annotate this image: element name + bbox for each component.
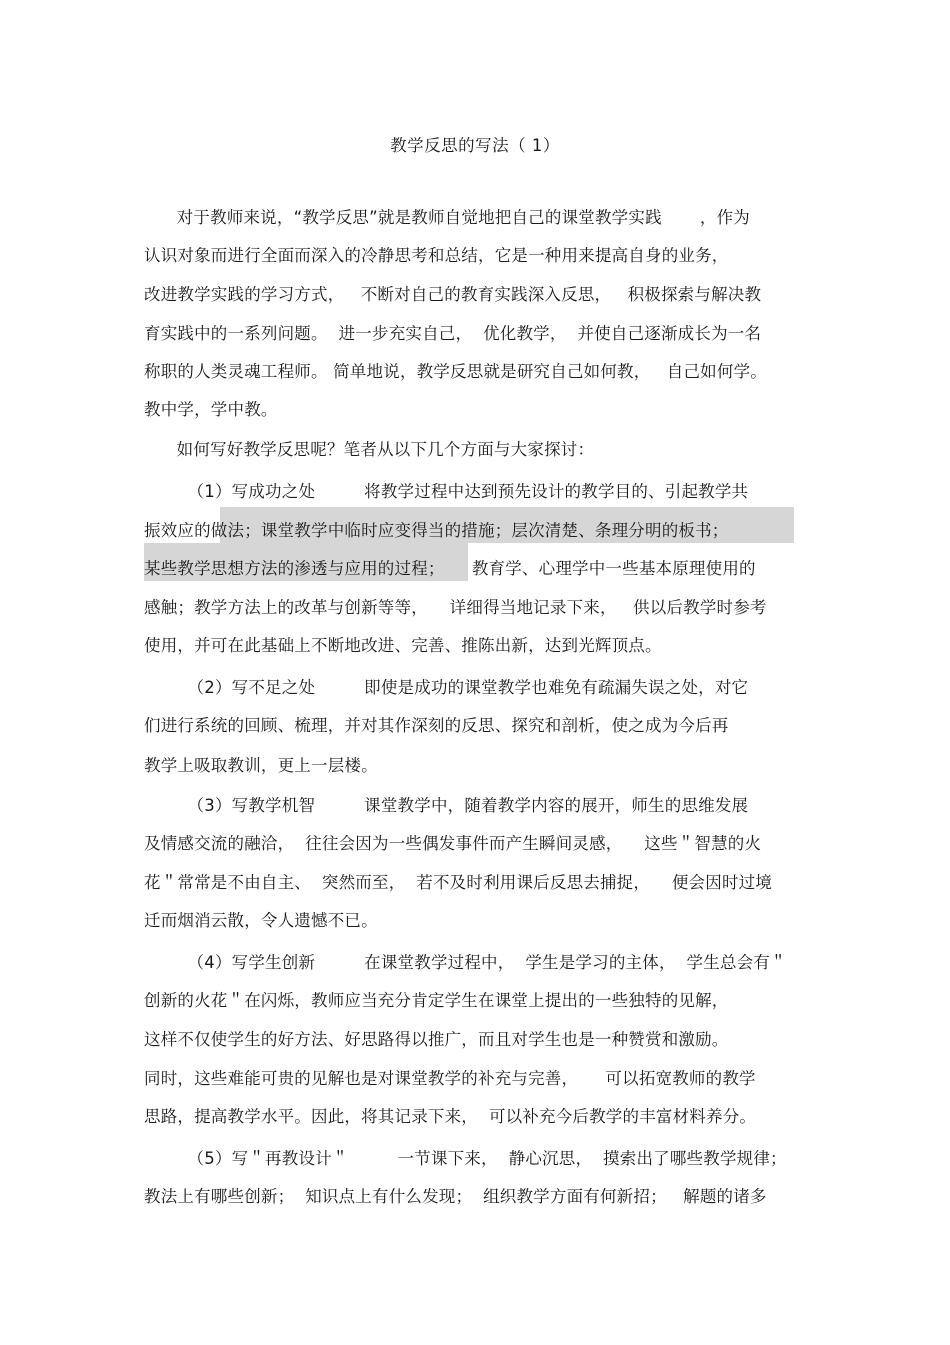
text-line: 育实践中的一系列问题。 进一步充实自己， 优化教学， 并使自己逐渐成长为一名	[144, 324, 762, 343]
text-line: （1）写成功之处 将教学过程中达到预先设计的教学目的、引起教学共	[144, 482, 749, 501]
text-line: 创新的火花＂在闪烁，教师应当充分肯定学生在课堂上提出的一些独特的见解，	[144, 991, 729, 1010]
page-title: 教学反思的写法（ 1）	[390, 136, 560, 155]
text-line: （3）写教学机智 课堂教学中，随着教学内容的展开，师生的思维发展	[144, 796, 749, 815]
text-line: 振效应的做法；课堂教学中临时应变得当的措施；层次清楚、条理分明的板书；	[144, 521, 729, 540]
text-line: 教法上有哪些创新； 知识点上有什么发现； 组织教学方面有何新招； 解题的诸多	[144, 1187, 767, 1206]
text-line: 对于教师来说，“教学反思”就是教师自觉地把自己的课堂教学实践 ，作为	[144, 208, 750, 227]
text-line: （4）写学生创新 在课堂教学过程中， 学生是学习的主体， 学生总会有＂	[144, 953, 787, 972]
text-line: 改进教学实践的学习方式， 不断对自己的教育实践深入反思， 积极探索与解决教	[144, 285, 762, 304]
text-line: 教学上吸取教训，更上一层楼。	[144, 756, 378, 775]
text-line: 称职的人类灵魂工程师。 简单地说，教学反思就是研究自己如何教， 自己如何学。	[144, 362, 767, 381]
text-line: 认识对象而进行全面而深入的冷静思考和总结，它是一种用来提高自身的业务，	[144, 246, 729, 265]
text-line: 感触；教学方法上的改革与创新等等， 详细得当地记录下来， 供以后教学时参考	[144, 598, 767, 617]
text-line: 及情感交流的融洽， 往往会因为一些偶发事件而产生瞬间灵感， 这些＂智慧的火	[144, 834, 762, 853]
text-line: （5）写＂再教设计＂ 一节课下来， 静心沉思， 摸索出了哪些教学规律；	[144, 1149, 787, 1168]
text-line: 同时，这些难能可贵的见解也是对课堂教学的补充与完善， 可以拓宽教师的教学	[144, 1069, 756, 1088]
text-line: 使用，并可在此基础上不断地改进、完善、推陈出新，达到光辉顶点。	[144, 636, 662, 655]
text-line: 某些教学思想方法的渗透与应用的过程； 教育学、心理学中一些基本原理使用的	[144, 559, 756, 578]
text-line: （2）写不足之处 即使是成功的课堂教学也难免有疏漏失误之处，对它	[144, 678, 749, 697]
text-line: 如何写好教学反思呢？笔者从以下几个方面与大家探讨：	[144, 440, 595, 459]
text-line: 花＂常常是不由自主、 突然而至， 若不及时利用课后反思去捕捉， 便会因时过境	[144, 873, 773, 892]
text-line: 教中学，学中教。	[144, 400, 278, 419]
text-line: 们进行系统的回顾、梳理，并对其作深刻的反思、探究和剖析，使之成为今后再	[144, 716, 729, 735]
text-line: 这样不仅使学生的好方法、好思路得以推广，而且对学生也是一种赞赏和激励。	[144, 1030, 729, 1049]
text-line: 思路，提高教学水平。因此，将其记录下来， 可以补充今后教学的丰富材料养分。	[144, 1107, 757, 1126]
text-line: 迁而烟消云散，令人遗憾不已。	[144, 911, 378, 930]
